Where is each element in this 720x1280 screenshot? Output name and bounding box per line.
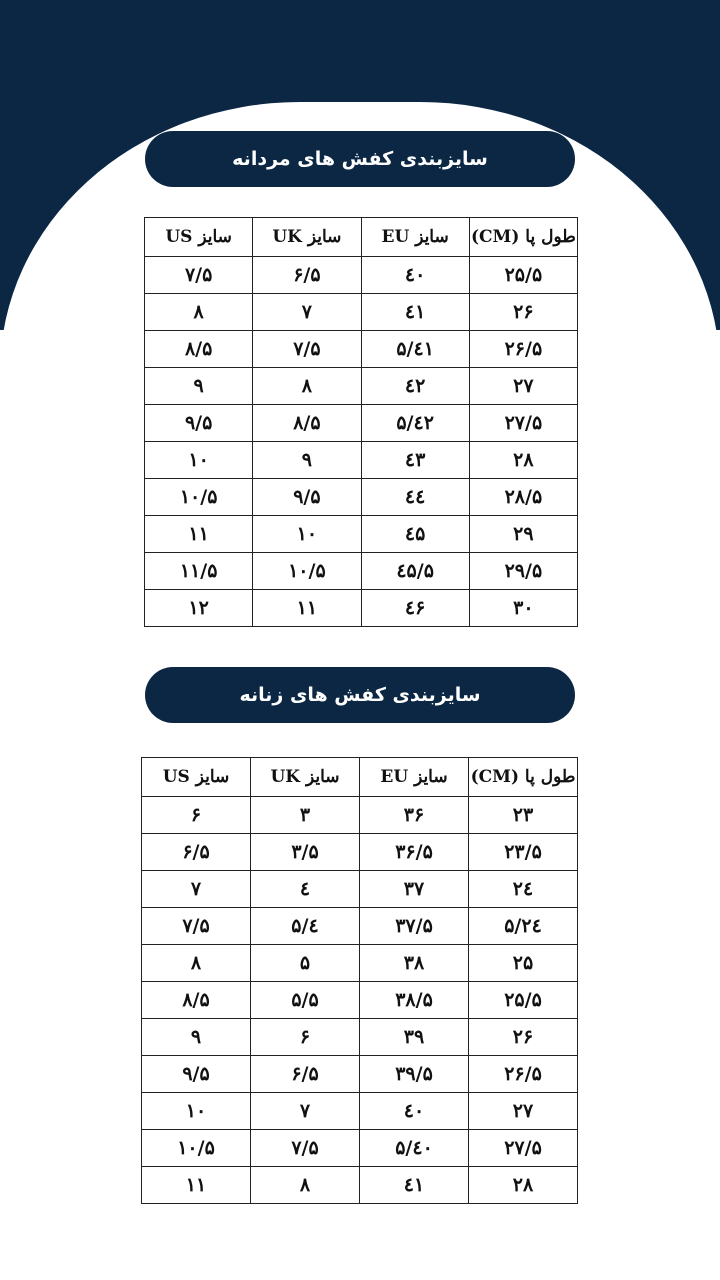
table-row <box>145 294 578 331</box>
cell-uk-size: ۳/۵ <box>251 834 360 871</box>
table-row <box>142 945 578 982</box>
cell-uk-size: ۳ <box>251 797 360 834</box>
cell-uk-size: ٤ <box>251 871 360 908</box>
cell-us-size: ۱۱ <box>145 516 253 553</box>
cell-us-size: ۱۱ <box>142 1167 251 1204</box>
cell-us-size: ۱۱/۵ <box>145 553 253 590</box>
cell-us-size: ۷ <box>142 871 251 908</box>
table-row <box>142 1019 578 1056</box>
cell-eu-size: ۳۹ <box>360 1019 469 1056</box>
cell-us-size: ۶/۵ <box>142 834 251 871</box>
cell-eu-size: ٤٤ <box>361 479 469 516</box>
cell-foot-length: ۲۷/۵ <box>469 405 577 442</box>
table-row <box>145 442 578 479</box>
cell-us-size: ۱۰/۵ <box>142 1130 251 1167</box>
cell-eu-size: ۳۷/۵ <box>360 908 469 945</box>
cell-uk-size: ۱۰/۵ <box>253 553 361 590</box>
cell-foot-length: ۲۹ <box>469 516 577 553</box>
header-us-size: سایز US <box>145 218 253 257</box>
cell-eu-size: ٤۶ <box>361 590 469 627</box>
cell-foot-length: ۲۵/۵ <box>469 982 578 1019</box>
cell-eu-size: ۳۸ <box>360 945 469 982</box>
cell-eu-size: ٤٠/۵ <box>360 1130 469 1167</box>
cell-eu-size: ٤۵/۵ <box>361 553 469 590</box>
cell-foot-length: ۲۷ <box>469 1093 578 1130</box>
women-size-title: سایزبندی کفش های زنانه <box>145 667 575 723</box>
cell-uk-size: ۹ <box>253 442 361 479</box>
women-table-body <box>142 797 578 1204</box>
cell-uk-size: ۶ <box>251 1019 360 1056</box>
cell-foot-length: ۲۶ <box>469 294 577 331</box>
cell-eu-size: ٤٢/۵ <box>361 405 469 442</box>
cell-uk-size: ۱۰ <box>253 516 361 553</box>
table-row <box>145 368 578 405</box>
table-row <box>142 1093 578 1130</box>
table-header-row <box>142 758 578 797</box>
table-row <box>145 590 578 627</box>
cell-foot-length: ۲٤ <box>469 871 578 908</box>
cell-uk-size: ۵ <box>251 945 360 982</box>
table-row <box>142 1167 578 1204</box>
men-size-title: سایزبندی کفش های مردانه <box>145 131 575 187</box>
cell-us-size: ۸/۵ <box>142 982 251 1019</box>
cell-uk-size: ۷/۵ <box>251 1130 360 1167</box>
cell-eu-size: ۳۸/۵ <box>360 982 469 1019</box>
cell-us-size: ۸ <box>145 294 253 331</box>
cell-uk-size: ۶/۵ <box>253 257 361 294</box>
table-row <box>142 834 578 871</box>
cell-foot-length: ۲۸ <box>469 442 577 479</box>
table-row <box>145 405 578 442</box>
table-row <box>142 871 578 908</box>
cell-foot-length: ۲۸/۵ <box>469 479 577 516</box>
header-eu-size: سایز EU <box>360 758 469 797</box>
cell-eu-size: ٤١ <box>361 294 469 331</box>
cell-uk-size: ۷ <box>253 294 361 331</box>
cell-eu-size: ۳۹/۵ <box>360 1056 469 1093</box>
cell-us-size: ۹ <box>145 368 253 405</box>
cell-uk-size: ۶/۵ <box>251 1056 360 1093</box>
cell-us-size: ۸ <box>142 945 251 982</box>
table-row <box>142 982 578 1019</box>
header-eu-size: سایز EU <box>361 218 469 257</box>
cell-foot-length: ۲۷ <box>469 368 577 405</box>
cell-foot-length: ۳۰ <box>469 590 577 627</box>
women-size-table <box>141 757 578 1204</box>
table-row <box>145 479 578 516</box>
cell-uk-size: ۱۱ <box>253 590 361 627</box>
cell-uk-size: ۷/۵ <box>253 331 361 368</box>
men-table-body <box>145 257 578 627</box>
cell-us-size: ۹ <box>142 1019 251 1056</box>
table-row <box>142 1130 578 1167</box>
header-foot-length: طول پا (CM) <box>469 218 577 257</box>
cell-us-size: ۷/۵ <box>142 908 251 945</box>
header-foot-length: طول پا (CM) <box>469 758 578 797</box>
cell-eu-size: ٤١/۵ <box>361 331 469 368</box>
cell-uk-size: ۷ <box>251 1093 360 1130</box>
cell-us-size: ۱۰ <box>145 442 253 479</box>
cell-foot-length: ۲۳/۵ <box>469 834 578 871</box>
cell-foot-length: ۲۳ <box>469 797 578 834</box>
cell-foot-length: ۲۹/۵ <box>469 553 577 590</box>
cell-us-size: ۷/۵ <box>145 257 253 294</box>
cell-uk-size: ۹/۵ <box>253 479 361 516</box>
cell-foot-length: ۲۶/۵ <box>469 1056 578 1093</box>
cell-eu-size: ۳۶/۵ <box>360 834 469 871</box>
cell-uk-size: ۸/۵ <box>253 405 361 442</box>
cell-foot-length: ۲۷/۵ <box>469 1130 578 1167</box>
cell-eu-size: ٤۵ <box>361 516 469 553</box>
cell-us-size: ۹/۵ <box>142 1056 251 1093</box>
cell-foot-length: ۲۸ <box>469 1167 578 1204</box>
table-row <box>145 553 578 590</box>
cell-eu-size: ۳۶ <box>360 797 469 834</box>
header-uk-size: سایز UK <box>253 218 361 257</box>
men-size-table <box>144 217 578 627</box>
cell-eu-size: ٤٢ <box>361 368 469 405</box>
cell-foot-length: ۲۵ <box>469 945 578 982</box>
table-row <box>142 797 578 834</box>
table-header-row <box>145 218 578 257</box>
cell-us-size: ۹/۵ <box>145 405 253 442</box>
cell-us-size: ۸/۵ <box>145 331 253 368</box>
cell-uk-size: ۸ <box>253 368 361 405</box>
cell-eu-size: ٤٣ <box>361 442 469 479</box>
table-row <box>145 331 578 368</box>
cell-eu-size: ۳۷ <box>360 871 469 908</box>
cell-eu-size: ٤٠ <box>360 1093 469 1130</box>
cell-foot-length: ۲٤/۵ <box>469 908 578 945</box>
table-row <box>142 1056 578 1093</box>
header-uk-size: سایز UK <box>251 758 360 797</box>
header-us-size: سایز US <box>142 758 251 797</box>
cell-us-size: ۱۲ <box>145 590 253 627</box>
cell-uk-size: ۸ <box>251 1167 360 1204</box>
cell-uk-size: ٤/۵ <box>251 908 360 945</box>
cell-eu-size: ٤١ <box>360 1167 469 1204</box>
table-row <box>145 516 578 553</box>
cell-foot-length: ۲۶/۵ <box>469 331 577 368</box>
cell-us-size: ۶ <box>142 797 251 834</box>
cell-us-size: ۱۰ <box>142 1093 251 1130</box>
cell-eu-size: ٤٠ <box>361 257 469 294</box>
cell-foot-length: ۲۵/۵ <box>469 257 577 294</box>
table-row <box>145 257 578 294</box>
cell-uk-size: ۵/۵ <box>251 982 360 1019</box>
table-row <box>142 908 578 945</box>
cell-us-size: ۱۰/۵ <box>145 479 253 516</box>
cell-foot-length: ۲۶ <box>469 1019 578 1056</box>
